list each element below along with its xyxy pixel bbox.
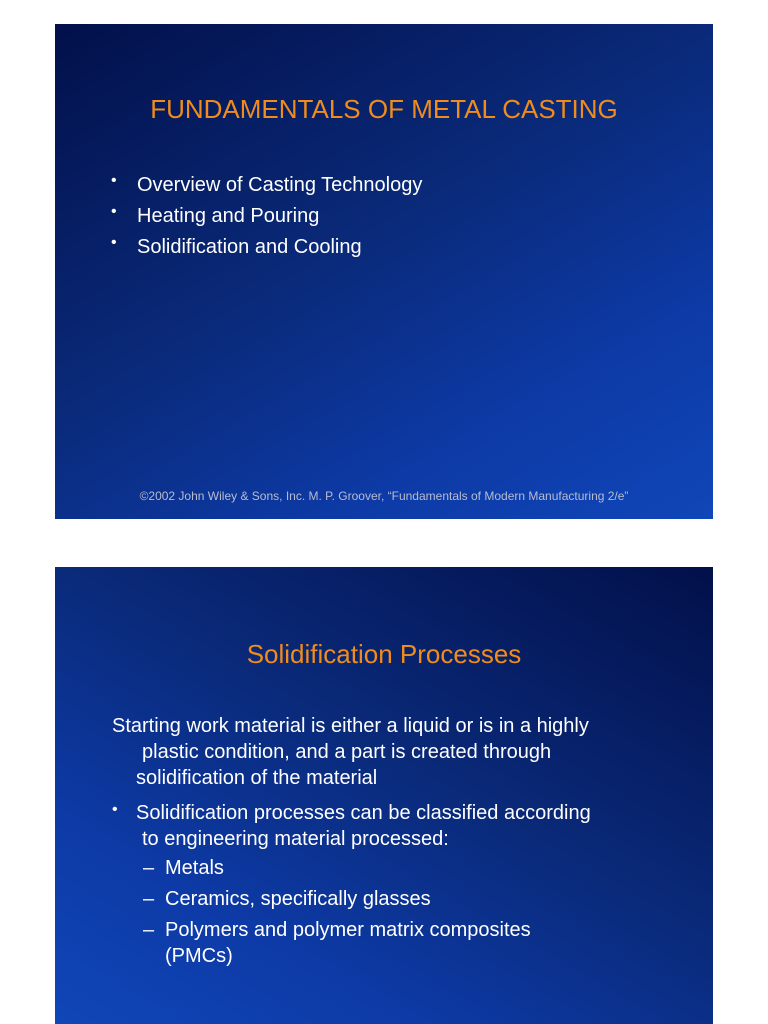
bullet-item bbox=[112, 800, 672, 852]
bullet-item bbox=[111, 234, 422, 265]
bullet-item bbox=[111, 203, 422, 234]
paragraph-line: plastic condition, and a part is created through bbox=[142, 741, 552, 763]
slide-title: FUNDAMENTALS OF METAL CASTING bbox=[150, 94, 618, 124]
bullet-text: Overview of Casting Technology bbox=[137, 174, 423, 196]
intro-paragraph bbox=[112, 713, 652, 791]
dash-icon: – bbox=[143, 857, 155, 879]
bullet-icon: • bbox=[111, 172, 117, 189]
bullet-text: Solidification and Cooling bbox=[137, 236, 362, 258]
copyright-footer: ©2002 John Wiley & Sons, Inc. M. P. Groover, “Fundamentals of Modern Manufacturing 2/e” bbox=[139, 489, 629, 503]
slide-2 bbox=[55, 567, 713, 1024]
sub-bullet-text: Ceramics, specifically glasses bbox=[165, 888, 431, 910]
dash-icon: – bbox=[143, 888, 155, 910]
sub-bullet-item bbox=[143, 886, 531, 912]
bullet-icon: • bbox=[111, 234, 117, 251]
bullet-icon: • bbox=[111, 203, 117, 220]
sub-bullet-item bbox=[143, 855, 531, 881]
bullet-text: to engineering material processed: bbox=[142, 828, 449, 850]
sub-bullet-text: Metals bbox=[165, 857, 224, 879]
bullet-item bbox=[111, 172, 422, 203]
bullet-icon: • bbox=[112, 801, 118, 818]
sub-bullet-text: (PMCs) bbox=[165, 945, 233, 967]
sub-bullet-text: Polymers and polymer matrix composites bbox=[165, 919, 531, 941]
bullet-text: Heating and Pouring bbox=[137, 205, 320, 227]
dash-icon: – bbox=[143, 919, 155, 941]
sub-bullet-list bbox=[143, 855, 531, 974]
paragraph-line: Starting work material is either a liquid or is in a highly bbox=[112, 715, 589, 737]
slide-title: Solidification Processes bbox=[246, 639, 522, 669]
bullet-text: Solidification processes can be classified according bbox=[136, 802, 591, 824]
sub-bullet-item bbox=[143, 917, 531, 969]
slide-1 bbox=[55, 24, 713, 519]
paragraph-line: solidification of the material bbox=[136, 767, 378, 789]
bullet-list bbox=[111, 172, 422, 265]
